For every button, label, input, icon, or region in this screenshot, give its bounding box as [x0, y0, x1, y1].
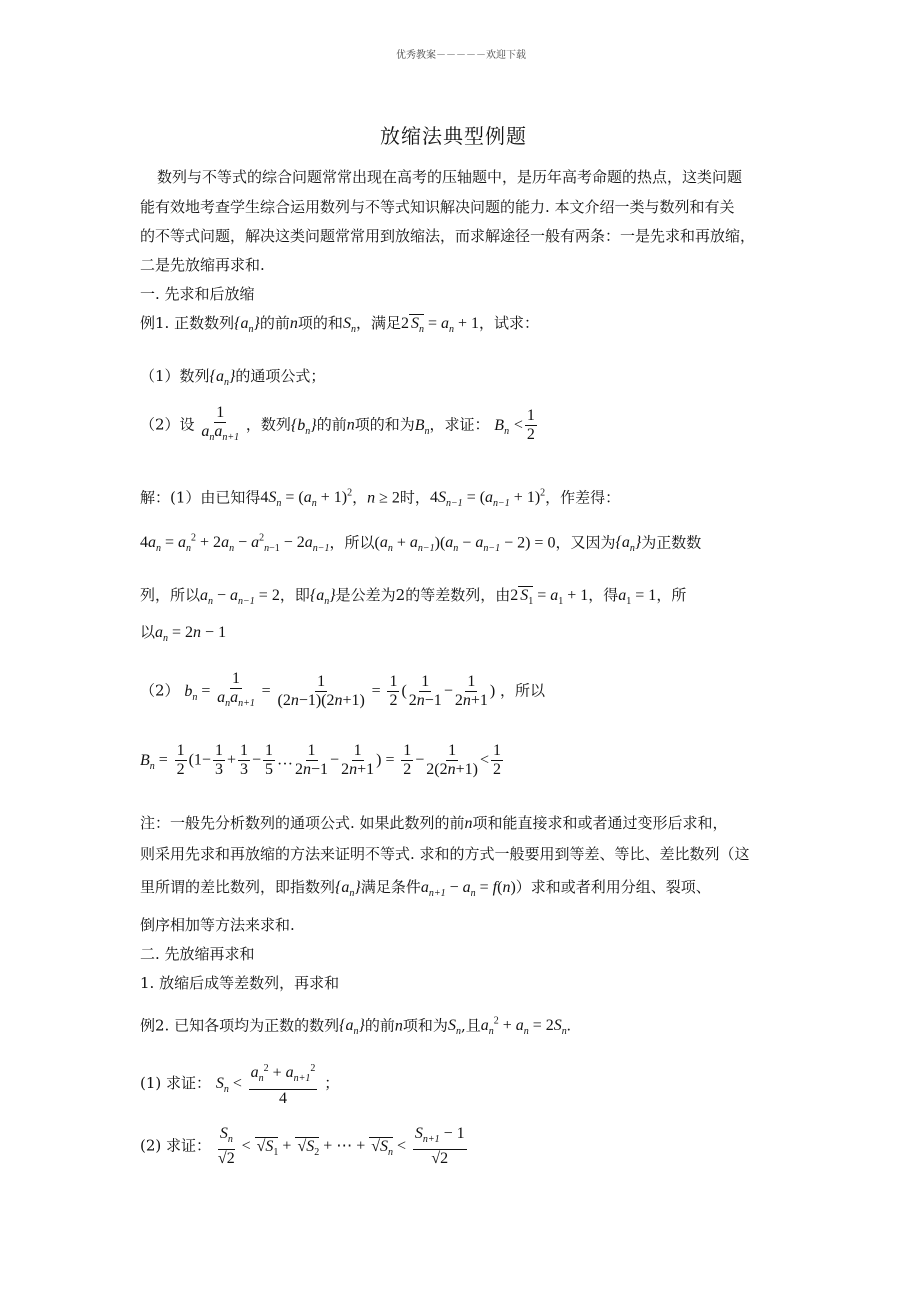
intro-line-1: 数列与不等式的综合问题常常出现在高考的压轴题中，是历年高考命题的热点，这类问题	[157, 168, 743, 186]
solution-line-2: $4a_n = a_n^2 + 2a_n - a^2_{n-1} - 2a_{n-1}$，所以$(a_n + a_{n-1})(a_n - a_{n-1} - 2) = 0$，又因为$\{a_n\}$为正数数	[140, 533, 702, 555]
page-header: 优秀教案－－－－－欢迎下载	[396, 50, 526, 61]
subsection-1-heading: 1. 放缩后成等差数列，再求和	[140, 974, 340, 992]
solution-sum: $B_n$ = $\frac{1}{2}$ (1− $\frac{1}{3}$ + $\frac{1}{3}$ − $\frac{1}{5}$ … $\frac{1}{2n-1}$ − $\frac{1}{2n+1}$ ) = $\frac{1}{2}$ − $\frac{1}{2(2n+1)}$ < $\frac{1}{2}$	[140, 742, 501, 778]
page-title: 放缩法典型例题	[380, 124, 527, 148]
intro-line-3: 的不等式问题，解决这类问题常常用到放缩法，而求解途径一般有两条：一是先求和再放缩，	[140, 227, 756, 245]
note-line-4: 倒序相加等方法来求和.	[140, 916, 295, 934]
note-line-1: 注：一般先分析数列的通项公式. 如果此数列的前n项和能直接求和或者通过变形后求和，	[140, 814, 728, 832]
solution-line-4: 以$a_n = 2n - 1$	[140, 623, 227, 645]
section-2-heading: 二. 先放缩再求和	[140, 945, 255, 963]
note-line-3: 里所谓的差比数列，即指数列$\{a_n\}$满足条件$a_{n+1} - a_n = f(n)$）求和或者利用分组、裂项、	[140, 878, 711, 900]
proof-2: (2) 求证： $\frac{S_n}{√2}$ < $√S_1 + √S_2$ + ⋯ + $√S_n$ < $\frac{S_{n+1} - 1}{√2}$	[140, 1125, 465, 1168]
proof-1: (1) 求证： $S_n$ < $\frac{a_n^2 + a_{n+1}^2}{4}$ ；	[140, 1060, 339, 1108]
section-1-heading: 一. 先求和后放缩	[140, 285, 255, 303]
solution-part-2: （2） $b_n$ = $\frac{1}{a_na_{n+1}}$ = $\frac{1}{(2n-1)(2n+1)}$ = $\frac{1}{2}$ ( $\frac{1}{2n-1}$ − $\frac{1}{2n+1}$ ) ，所以	[140, 670, 545, 710]
question-1: （1）数列$\{a_n\}$的通项公式；	[140, 367, 326, 389]
example-1: 例1. 正数数列$\{a_n\}$的前n项的和$S_n$，满足2 $S_n = a_n + 1$，试求：	[140, 314, 540, 336]
solution-line-3: 列，所以$a_n - a_{n-1} = 2$，即$\{a_n\}$是公差为2的等差数列，由2 $S_1 = a_1 + 1$，得$a_1 = 1$，所	[140, 586, 687, 608]
note-line-2: 则采用先求和再放缩的方法来证明不等式. 求和的方式一般要用到等差、等比、差比数列（这	[140, 845, 750, 863]
solution-line-1: 解：(1）由已知得$4S_n = (a_n + 1)^2$，n ≥ 2时，$4S_{n-1} = (a_{n-1} + 1)^2$，作差得：	[140, 488, 621, 510]
example-2: 例2. 已知各项均为正数的数列$\{a_n\}$的前n项和为$S_n$,且$a_n^2 + a_n = 2S_n$.	[140, 1016, 571, 1038]
intro-line-2: 能有效地考查学生综合运用数列与不等式知识解决问题的能力. 本文介绍一类与数列和有关	[140, 198, 735, 216]
intro-line-4: 二是先放缩再求和.	[140, 256, 265, 274]
question-2: （2）设 $\frac{1}{a_na_{n+1}}$ ，数列$\{b_n\}$的前n项的和为$B_n$，求证： $B_n$ < $\frac{1}{2}$	[140, 404, 535, 444]
